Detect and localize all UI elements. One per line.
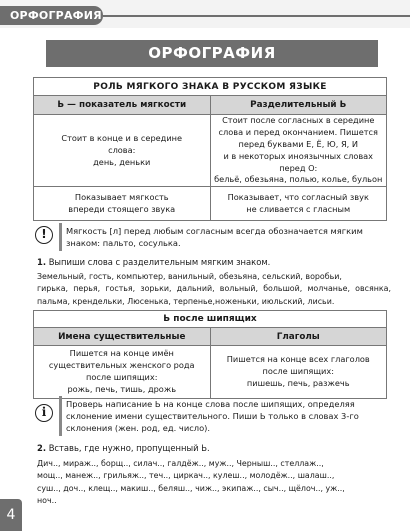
nouns-rule-cell <box>34 346 211 399</box>
page-number: 4 <box>0 499 22 531</box>
important-note <box>37 223 387 251</box>
exercise-2-title <box>37 443 210 453</box>
cell-line: не сливается с гласным <box>246 203 351 214</box>
note-bar <box>59 223 62 251</box>
cell-example: бельё, обезьяна, полью, колье, бульон <box>214 174 383 185</box>
cell-line: Пишется на конце имён <box>69 348 174 359</box>
exercise-line: суш.., доч.., клещ.., макиш.., беляш.., чиж.., экипаж.., сыч.., щёлоч.., уж.., <box>37 483 345 493</box>
cell-line: Пишется на конце всех глаголов <box>226 354 370 365</box>
softness-note-cell <box>34 187 211 221</box>
cell-line: впереди стоящего звука <box>68 203 176 214</box>
soft-sign-role-table <box>33 77 387 221</box>
exercise-line: мощ.., манеж.., грильяж.., теч.., циркач.., кулеш.., молодёж.., шалаш.., <box>37 471 335 481</box>
cell-line: Показывает, что согласный звук <box>227 191 369 202</box>
exercise-number: 1. <box>37 257 47 267</box>
soft-sign-after-sibilants-table <box>33 310 387 399</box>
cell-line: слова: <box>108 144 136 155</box>
table-caption: РОЛЬ МЯГКОГО ЗНАКА В РУССКОМ ЯЗЫКЕ <box>34 78 387 96</box>
page-title: ОРФОГРАФИЯ <box>46 40 378 67</box>
exercise-1-title <box>37 257 270 267</box>
cell-example: рожь, печь, тишь, дрожь <box>67 383 177 394</box>
note-line: Проверь написание Ь на конце слова после шипящих, определяя <box>66 399 355 409</box>
separating-rule-cell <box>210 115 387 187</box>
exercise-line: Дич.., мираж.., борщ.., силач.., галдёж.., муж.., Черныш.., стеллаж.., <box>37 459 324 468</box>
exercise-1-body <box>37 271 391 308</box>
column-header-verbs: Глаголы <box>210 328 387 346</box>
cell-line: перед О: <box>279 162 318 173</box>
cell-line: перед буквами Е, Ё, Ю, Я, И <box>238 138 358 149</box>
exercise-number: 2. <box>37 443 47 453</box>
column-header-separating: Разделительный Ь <box>210 96 387 115</box>
exercise-instruction: Вставь, где нужно, пропущенный Ь. <box>48 443 210 453</box>
cell-example: день, деньки <box>93 156 151 167</box>
exercise-instruction: Выпиши слова с разделительным мягким знаком. <box>48 257 271 267</box>
column-header-nouns: Имена существительные <box>34 328 211 346</box>
exercise-line: гирька, перья, гостья, зорьки, дальний, вольный, большой, молчанье, овсянка, пальма, крендельки, Люсенька, терпенье,ноженьки, июльский, лисьи. <box>37 284 391 306</box>
cell-line: Показывает мягкость <box>74 191 169 202</box>
cell-line: существительных женского рода <box>48 360 195 371</box>
cell-line: после шипящих: <box>86 372 158 382</box>
note-line: Мягкость [л] перед любым согласным всегда обозначается мягким <box>66 226 363 236</box>
cell-line: слова и перед окончанием. Пишется <box>218 126 378 137</box>
note-line: склонение имени существительного. Пиши Ь только в словах 3-го <box>66 411 359 422</box>
verbs-rule-cell <box>210 346 387 399</box>
note-bar <box>59 396 62 436</box>
column-header-softness: Ь — показатель мягкости <box>34 96 211 115</box>
note-text <box>66 225 386 249</box>
exercise-line: ноч.. <box>37 495 57 505</box>
info-icon: i <box>35 404 53 422</box>
section-tab: ОРФОГРАФИЯ <box>0 6 103 25</box>
cell-line: Стоит в конце и в середине <box>61 132 183 143</box>
exercise-line: Земельный, гость, компьютер, ванильный, обезьяна, сельский, воробьи, <box>37 272 342 281</box>
note-line: знаком: пальто, сосулька. <box>66 238 181 249</box>
cell-line: после шипящих: <box>262 366 334 377</box>
note-text <box>66 398 386 434</box>
table-caption: Ь после шипящих <box>34 311 387 328</box>
note-line: склонения (жен. род, ед. число). <box>66 423 211 434</box>
info-note <box>37 396 387 436</box>
exclamation-icon: ! <box>35 226 53 244</box>
separating-note-cell <box>210 187 387 221</box>
header-rule <box>103 15 410 17</box>
cell-line: Стоит после согласных в середине <box>222 115 375 125</box>
softness-rule-cell <box>34 115 211 187</box>
cell-example: пишешь, печь, разжечь <box>246 377 350 388</box>
cell-line: и в некоторых иноязычных словах <box>223 150 374 161</box>
exercise-2-body <box>37 458 391 507</box>
